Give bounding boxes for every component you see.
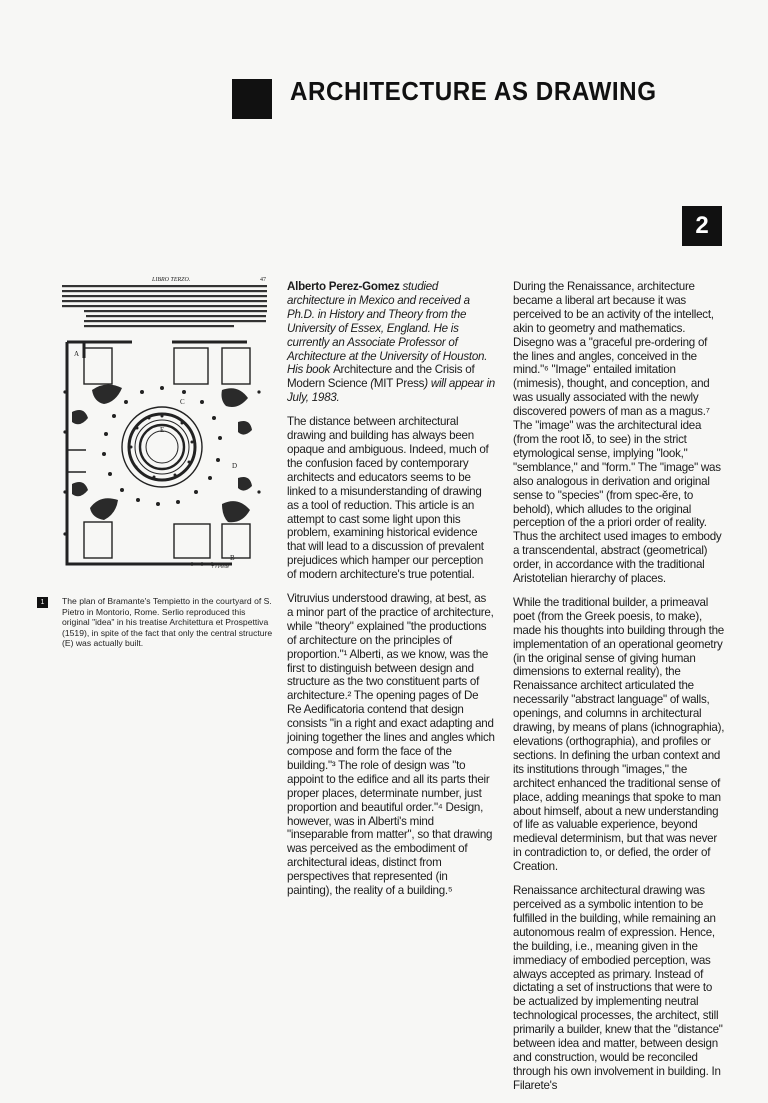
svg-text:47: 47 (260, 277, 266, 283)
paragraph: The distance between architectural drawing and building has always been opaque and ambiguous. Indeed, much of the confusion faced by contemporary architects and educators seems to be linked to a misunderstanding of drawing as a tool of reduction. This article is an attempt to cast some light upon this problem, examining historical evidence that will lead to a discussion of prevalent prejudices which hamper our perception of modern architecture's true potential. (287, 415, 489, 582)
tempietto-plan-figure (62, 272, 272, 572)
figure-caption (37, 596, 275, 649)
floor-plan-drawing (62, 272, 272, 572)
article-title: ARCHITECTURE AS DRAWING (290, 76, 657, 106)
press-name: MIT Press (373, 377, 425, 391)
caption-number-badge: 1 (37, 597, 48, 608)
svg-text:LIBRO TERZO.: LIBRO TERZO. (152, 277, 191, 283)
bio-text: studied architecture in Mexico and received a Ph.D. in History and Theory from the University of Essex, England. He is currently an Associate Professor of Architecture at the University of Houston. His book (287, 280, 488, 377)
title-square (232, 79, 272, 119)
right-column (513, 280, 725, 1103)
paragraph: During the Renaissance, architecture became a liberal art because it was perceived to be an activity of the intellect, akin to geometry and mathematics. Disegno was a "graceful pre-ordering of the lines and angles, conceived in the mind."⁶ "Image" entailed imitation (mimesis), thought, and conception, and was usually associated with the newly discovered powers of man as a magus.⁷ The "image" was the architectural idea (from the root Iδ, to see) in the strict etymological sense, implying "look," "semblance," and "form." The "image" was also analogous in derivation and original sense to "species" (from spec-ěre, to behold), which alludes to the original perception of the a priori order of reality. Thus the architect used images to embody a transcendental, abstract (geometrical) order, in accordance with the traditional Aristotelian hierarchy of places. (513, 280, 722, 586)
paragraph: While the traditional builder, a primeaval poet (from the Greek poesis, to make), made his thoughts into building through the implementation of an operational geometry (in the original sense of giving human dimensions to external reality), the Renaissance architect articulated the necessarily "abstract language" of walls, openings, and columns in architectural drawing, by means of plans (ichnographia), elevations (orthographia), and profiles or sections. In defining the urban context and its institutions through "images," the architect enhanced the traditional sense of place, adding meanings that spoke to man about himself, about a new understanding of life as valuable experience, beyond medieval determinism, but that was never in contradiction to, or defied, the order of Creation. (513, 595, 725, 874)
bio-text-3: ) will appear in July, 1983. (287, 377, 495, 405)
bio-text-2: ( (367, 377, 374, 391)
book-title: Architecture and the Crisis of Modern Science (287, 363, 475, 391)
svg-text:A: A (74, 350, 80, 358)
paragraph: Vitruvius understood drawing, at best, as a minor part of the practice of architecture, while "theory" explained "the productions of architecture on the principles of proportion."¹ Alberti, as we know, was the first to distinguish between design and structure as the two constituent parts of architecture.² The opening pages of De Re Aedificatoria contend that design consists "in a right and exact adapting and joining together the lines and angles which compose and form the face of the building."³ The role of design was "to appoint to the edifice and all its parts their proper places, determinate number, just proportion and beautiful order."⁴ Design, however, was in Alberti's mind "inseparable from matter", so that drawing was perceived as the embodiment of architectural ideas, distinct from perspectives that represented (in painting), the reality of a building.⁵ (287, 592, 495, 898)
svg-text:C: C (180, 398, 185, 406)
svg-text:E: E (160, 426, 165, 434)
author-name: Alberto Perez-Gomez (287, 280, 400, 293)
caption-text: The plan of Bramante's Tempietto in the courtyard of S. Pietro in Montorio, Rome. Serlio reproduced this original "idea" in his treatise Architettura et Prospettiva (1519), in spite of the fact that only the central structure (E) was actually built. (62, 596, 273, 649)
chapter-number-badge: 2 (682, 206, 722, 246)
author-bio (287, 280, 495, 405)
middle-column (287, 280, 495, 908)
svg-text:D: D (232, 462, 238, 470)
svg-text:r ł Piede: r ł Piede (212, 565, 230, 570)
paragraph: Renaissance architectural drawing was perceived as a symbolic intention to be fulfilled in the building, while remaining an autonomous realm of expression. Hence, the building, i.e., meaning given in the immediacy of embodied perception, was always accepted as primary. Instead of dictating a set of instructions that were to be actualized by implementing neutral technological processes, the architect, still primarily a builder, knew that the "distance" between idea and matter, between design and construction, would be reconciled through his own involvement in building. In Filarete's (513, 884, 723, 1092)
svg-text:B: B (230, 554, 235, 562)
